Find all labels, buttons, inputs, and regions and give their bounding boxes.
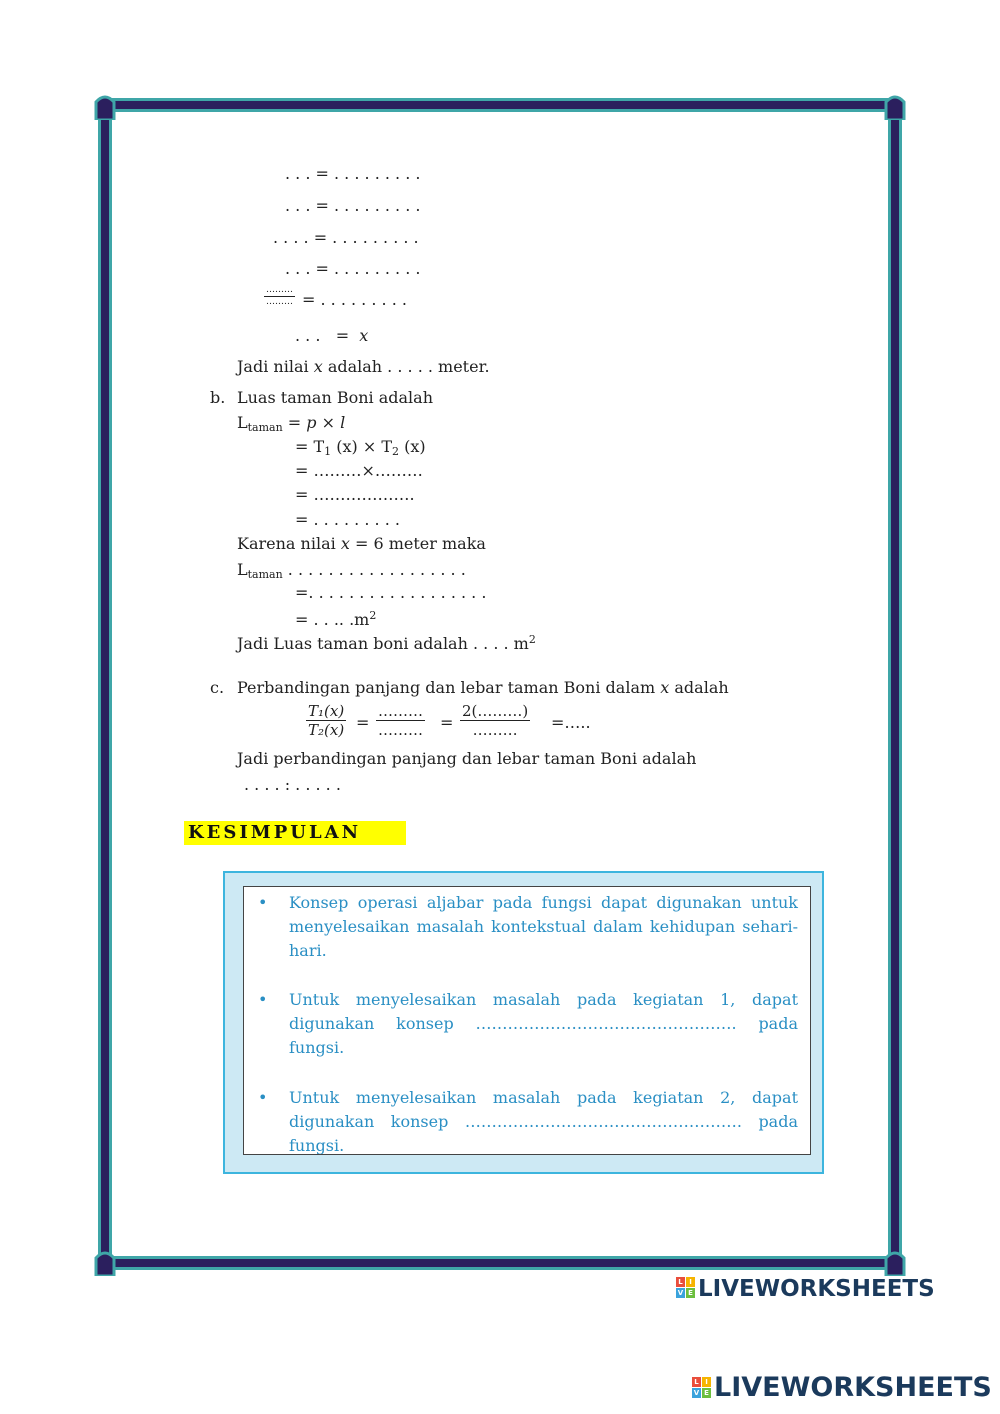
bullet-icon: • — [258, 990, 268, 1009]
liveworksheets-logo — [676, 1276, 935, 1302]
part-b-L-sub: taman — [247, 421, 283, 434]
part-b-line-4: = ………………. — [295, 485, 415, 504]
part-a-line-5: = . . . . . . . . . — [302, 290, 407, 309]
part-b-conclusion-sup: 2 — [528, 633, 536, 646]
kesimpulan-bullet-1 — [258, 891, 798, 987]
part-b-line-5: = . . . . . . . . . — [295, 510, 400, 529]
part-a-line-4: . . . = . . . . . . . . . — [285, 259, 421, 278]
part-b-t-mid: (x) × T — [331, 437, 393, 456]
part-a-x-dots: . . . — [295, 326, 321, 345]
frame-top-border — [102, 98, 898, 112]
part-b-t1-sub: 1 — [324, 445, 332, 458]
part-a-x-line — [295, 326, 368, 346]
kesimpulan-bullet-3-text: Untuk menyelesaikan masalah pada kegiatan 2, dapat digunakan konsep ……………………………………………. pada fungsi. — [289, 1088, 798, 1155]
part-b-t-line — [295, 437, 426, 462]
part-c-fraction-1 — [306, 702, 346, 739]
part-c-fraction-1-den: T₂(x) — [308, 721, 345, 739]
kesimpulan-bullet-1-text: Konsep operasi aljabar pada fungsi dapat digunakan untuk menyelesaikan masalah kontekstual dalam kehidupan sehari-hari. — [289, 893, 798, 960]
frame-corner-top-left-icon — [94, 94, 116, 120]
part-a-line-1: . . . = . . . . . . . . . — [285, 164, 421, 183]
liveworksheets-badge-icon — [692, 1377, 712, 1399]
part-a-conclusion — [237, 357, 490, 377]
part-c-fraction-3-num: 2(………) — [462, 702, 529, 720]
part-c-label: c. — [210, 678, 225, 697]
part-b-line-7: =. . . . . . . . . . . . . . . . . . — [295, 583, 487, 602]
part-b-L2-dots: . . . . . . . . . . . . . . . . . . — [287, 560, 466, 579]
part-c-conclusion: Jadi perbandingan panjang dan lebar taman Boni adalah — [237, 749, 697, 768]
part-a-fraction-numerator: ……… — [266, 285, 293, 295]
part-c-fraction-3 — [460, 702, 530, 739]
part-b-line-8-text: = . . .. .m — [295, 610, 370, 629]
part-b-karena-post: = 6 meter maka — [354, 534, 486, 553]
part-b-L2-line — [237, 560, 466, 585]
part-c-title — [237, 678, 729, 698]
bullet-icon: • — [258, 1088, 268, 1107]
part-c-fraction-2 — [376, 702, 425, 739]
part-a-conclusion-pre: Jadi nilai — [237, 357, 309, 376]
part-c-title-post: adalah — [674, 678, 729, 697]
part-a-line-3: . . . . = . . . . . . . . . — [273, 228, 419, 247]
part-c-title-var: x — [660, 678, 670, 697]
part-a-conclusion-var: x — [313, 357, 323, 376]
part-b-title: Luas taman Boni adalah — [237, 388, 434, 407]
badge-v: V — [693, 1389, 700, 1397]
part-a-line-2: . . . = . . . . . . . . . — [285, 196, 421, 215]
part-c-eq-1: = — [356, 713, 370, 732]
part-b-L2-sub: taman — [247, 568, 283, 581]
part-b-t2-sub: 2 — [392, 445, 400, 458]
frame-corner-top-right-icon — [884, 94, 906, 120]
part-a-x-equals: = — [335, 326, 350, 345]
frame-left-border — [98, 102, 112, 1270]
part-a-fraction-denominator: ……… — [266, 297, 293, 307]
liveworksheets-logo-footer-text: LIVEWORKSHEETS — [714, 1372, 992, 1403]
liveworksheets-logo-footer — [692, 1372, 992, 1403]
part-c-ratio: . . . . : . . . . . — [244, 775, 341, 794]
kesimpulan-heading: KESIMPULAN — [184, 821, 406, 845]
part-b-conclusion-text: Jadi Luas taman boni adalah . . . . m — [237, 634, 529, 653]
part-c-fraction-3-den: ……… — [472, 721, 518, 739]
frame-corner-bottom-left-icon — [94, 1250, 116, 1276]
badge-l: L — [692, 1377, 701, 1387]
part-b-line-8 — [295, 606, 376, 630]
badge-v: V — [677, 1289, 684, 1297]
badge-i: I — [686, 1277, 695, 1287]
kesimpulan-bullet-2-text: Untuk menyelesaikan masalah pada kegiatan 1, dapat digunakan konsep …………………………………………. pada fungsi. — [289, 990, 798, 1057]
part-c-tail: =….. — [551, 713, 591, 732]
part-b-conclusion — [237, 630, 536, 654]
kesimpulan-bullet-3 — [258, 1086, 798, 1155]
part-b-label: b. — [210, 388, 226, 407]
badge-e: E — [686, 1288, 695, 1298]
part-b-L2: L — [237, 560, 248, 579]
part-b-line-8-sup: 2 — [369, 609, 377, 622]
part-c-eq-2: = — [440, 713, 454, 732]
badge-l: L — [676, 1277, 685, 1287]
part-b-line-3: = ………×……… — [295, 461, 423, 480]
part-b-formula: = p × l — [287, 413, 346, 432]
part-c-fraction-2-den: ……… — [378, 721, 423, 739]
frame-right-border — [888, 102, 902, 1270]
part-c-fraction-2-num: ……… — [378, 702, 423, 720]
badge-e: E — [702, 1388, 711, 1398]
part-a-conclusion-post: adalah . . . . . meter. — [327, 357, 490, 376]
frame-bottom-border — [102, 1256, 898, 1270]
liveworksheets-logo-text: LIVEWORKSHEETS — [698, 1276, 935, 1302]
part-a-x-var: x — [359, 326, 369, 345]
part-b-karena — [237, 534, 486, 554]
part-b-karena-var: x — [340, 534, 350, 553]
bullet-icon: • — [258, 893, 268, 912]
frame-corner-bottom-right-icon — [884, 1250, 906, 1276]
badge-i: I — [702, 1377, 711, 1387]
part-b-t-pre: = T — [295, 437, 325, 456]
part-b-area-formula — [237, 413, 345, 438]
kesimpulan-box — [243, 886, 811, 1155]
liveworksheets-badge-icon — [676, 1277, 696, 1299]
part-c-title-pre: Perbandingan panjang dan lebar taman Boni dalam — [237, 678, 656, 697]
part-b-L: L — [237, 413, 248, 432]
part-b-t-post: (x) — [399, 437, 426, 456]
part-b-karena-pre: Karena nilai — [237, 534, 336, 553]
part-a-fraction — [264, 285, 295, 308]
kesimpulan-bullet-2 — [258, 988, 798, 1084]
part-c-fraction-1-num: T₁(x) — [308, 702, 345, 720]
